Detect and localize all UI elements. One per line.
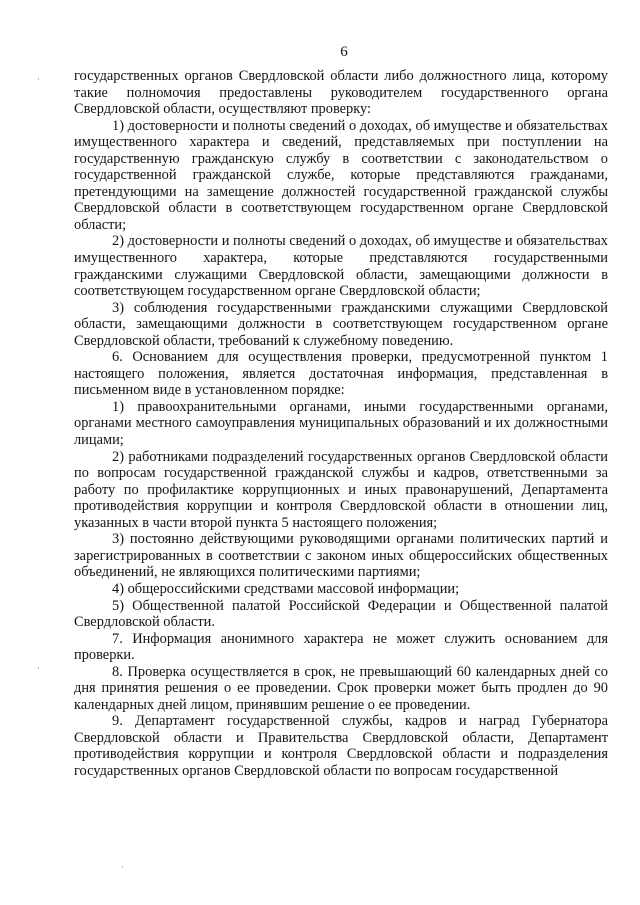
paragraph: 4) общероссийскими средствами массовой информации;: [112, 580, 460, 597]
paragraph: 5) Общественной палатой Российской Федерации и Общественной палатой Свердловской области.: [74, 597, 608, 631]
paragraph: 2) работниками подразделений государственных органов Свердловской области по вопросам государственной гражданской службы и кадров, ответственными за работу по профилактике коррупционных и иных правонарушений, Департамента противодействия коррупции и контроля Свердловской области в отношении лиц, указанных в части второй пункта 5 настоящего положения;: [74, 448, 608, 531]
paragraph: 3) соблюдения государственными гражданскими служащими Свердловской области, замещающими должности в соответствующем государственном органе Свердловской области, требований к служебному поведению.: [74, 299, 608, 349]
scan-margin-mark: [38, 78, 39, 80]
document-body: [74, 68, 608, 780]
paragraph: 3) постоянно действующими руководящими органами политических партий и зарегистрированных в соответствии с законом иных общероссийских общественных объединений, не являющихся политическими партиями;: [74, 531, 608, 581]
paragraph: 6. Основанием для осуществления проверки, предусмотренной пунктом 1 настоящего положения, является достаточная информация, представленная в письменном виде в установленном порядке:: [74, 349, 608, 399]
paragraph: 8. Проверка осуществляется в срок, не превышающий 60 календарных дней со дня принятия решения о ее проведении. Срок проверки может быть продлен до 90 календарных дней лицом, принявшим решение о ее проведении.: [74, 663, 608, 713]
paragraph: 7. Информация анонимного характера не может служить основанием для проверки.: [74, 630, 608, 664]
paragraph: государственных органов Свердловской области либо должностного лица, которому такие полномочия предоставлены руководителем государственного органа Свердловской области, осуществляют проверку:: [74, 68, 608, 118]
scan-margin-mark: [122, 866, 123, 868]
scan-margin-mark: [38, 667, 39, 669]
document-page: [74, 44, 608, 780]
page-number: 6: [340, 44, 348, 60]
paragraph: 1) правоохранительными органами, иными государственными органами, органами местного самоуправления муниципальных образований и их должностными лицами;: [74, 398, 608, 449]
paragraph: 9. Департамент государственной службы, кадров и наград Губернатора Свердловской области и Правительства Свердловской области, Департамент противодействия коррупции и контроля Свердловской области и подразделения государственных органов Свердловской области по вопросам государственной: [74, 713, 608, 779]
paragraph: 2) достоверности и полноты сведений о доходах, об имуществе и обязательствах имущественного характера, которые представляются государственными гражданскими служащими Свердловской области, замещающими должности в соответствующем государственном органе Свердловской области;: [74, 233, 608, 300]
paragraph: 1) достоверности и полноты сведений о доходах, об имуществе и обязательствах имущественного характера и сведений, представляемых при поступлении на государственную гражданскую службу в соответствии с законодательством о государственной гражданской службе, которые представляются гражданами, претендующими на замещение должностей государственной гражданской службы Свердловской области в соответствующем государственном органе Свердловской области;: [74, 117, 608, 233]
